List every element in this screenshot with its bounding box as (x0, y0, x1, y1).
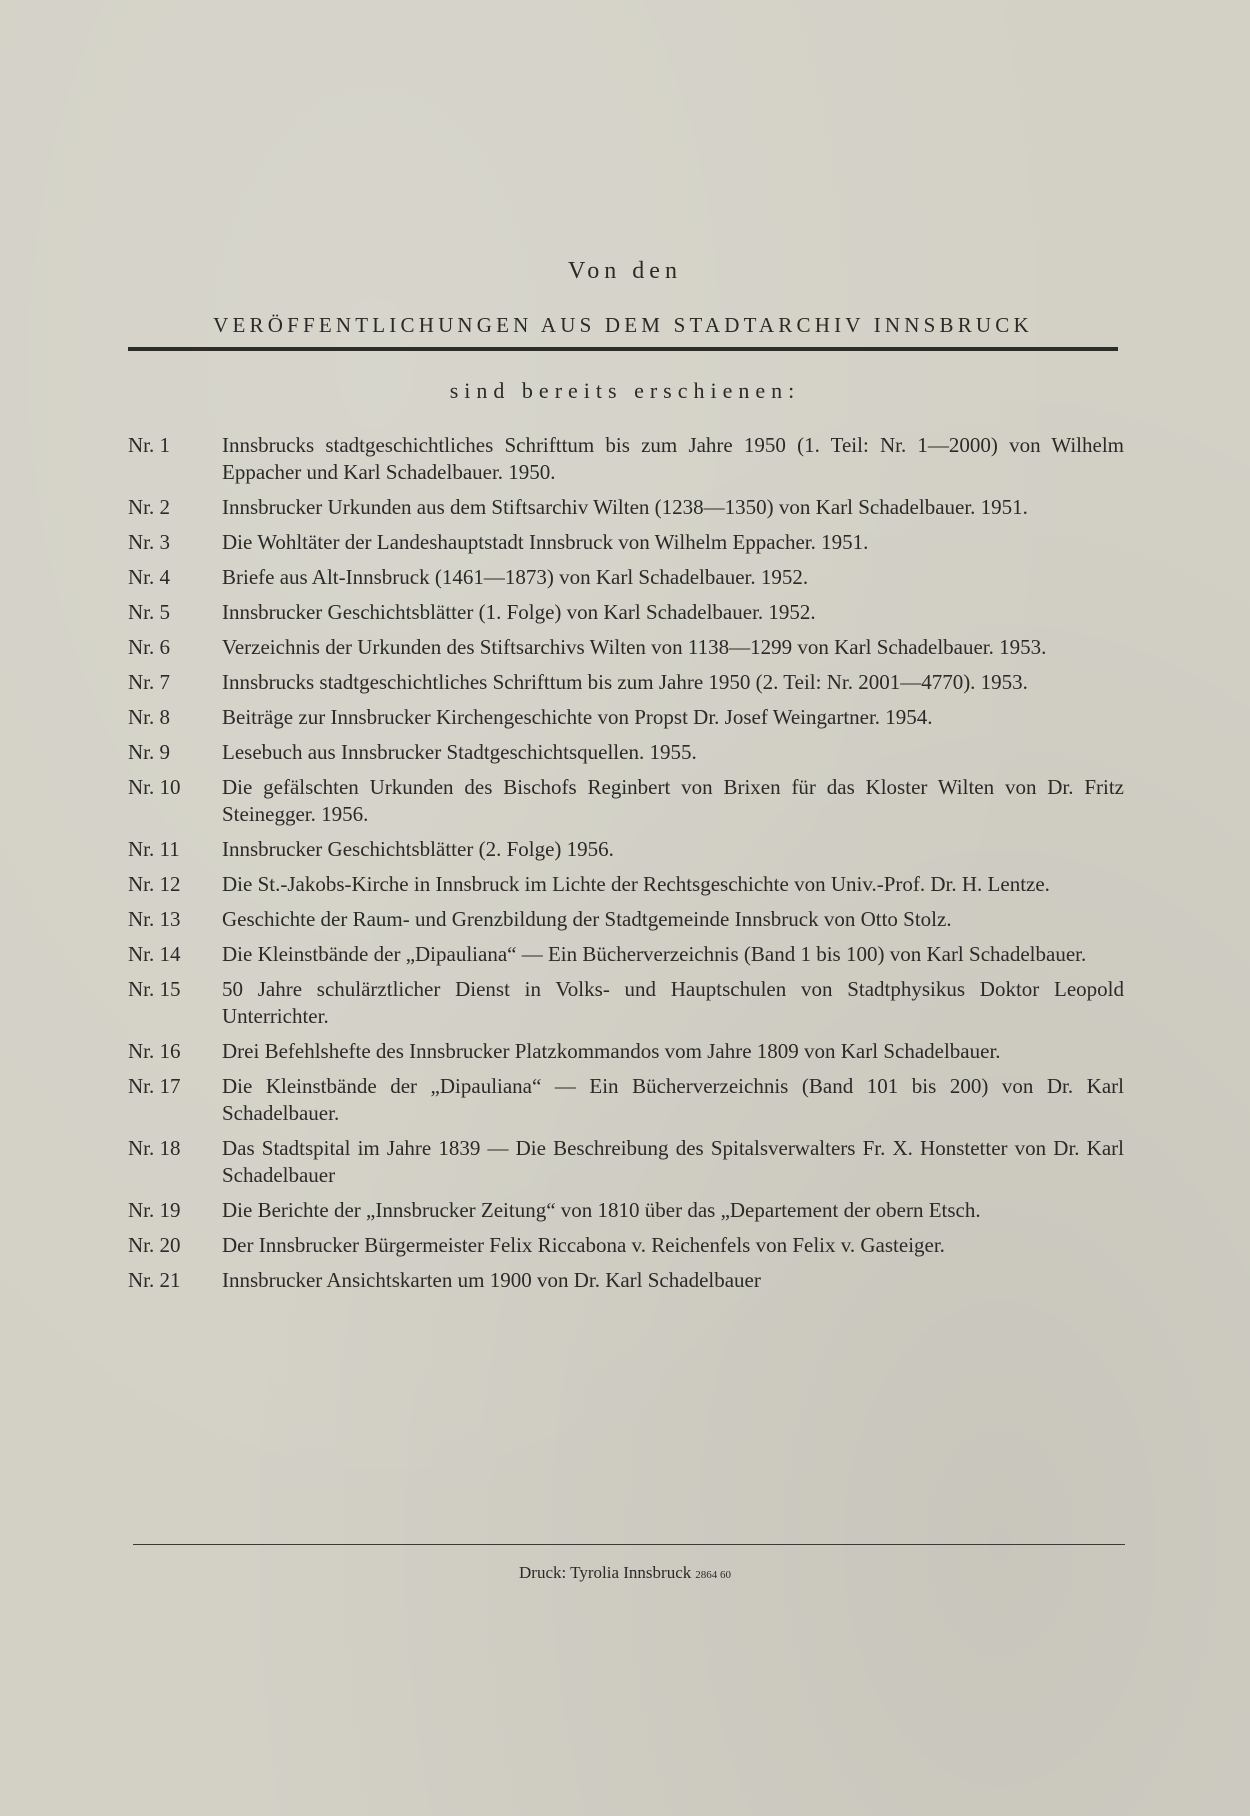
entry-text: Innsbrucks stadtgeschichtliches Schrifttum bis zum Jahre 1950 (2. Teil: Nr. 2001—4770). 1953. (222, 670, 1028, 694)
entry-text: Die Wohltäter der Landeshauptstadt Innsbruck von Wilhelm Eppacher. 1951. (222, 530, 869, 554)
printer-name: Druck: Tyrolia Innsbruck (519, 1563, 692, 1582)
entry-number: Nr. 5 (128, 600, 170, 624)
entry-text: Die Kleinstbände der „Dipauliana“ — Ein Bücherverzeichnis (Band 1 bis 100) von Karl Schadelbauer. (222, 942, 1087, 966)
list-item (128, 599, 1124, 626)
entry-text: Lesebuch aus Innsbrucker Stadtgeschichtsquellen. 1955. (222, 740, 697, 764)
entry-number: Nr. 14 (128, 942, 181, 966)
entry-text: Die Kleinstbände der „Dipauliana“ — Ein Bücherverzeichnis (Band 101 bis 200) von Dr. Karl Schadelbauer. (222, 1074, 1124, 1125)
list-item (128, 1232, 1124, 1259)
publication-list (128, 432, 1124, 1302)
entry-text: Innsbrucks stadtgeschichtliches Schrifttum bis zum Jahre 1950 (1. Teil: Nr. 1—2000) von Wilhelm Eppacher und Karl Schadelbauer. 1950. (222, 433, 1124, 484)
entry-number: Nr. 19 (128, 1198, 181, 1222)
footer-divider (133, 1544, 1125, 1545)
title-divider (128, 347, 1118, 351)
entry-text: 50 Jahre schulärztlicher Dienst in Volks- und Hauptschulen von Stadtphysikus Doktor Leopold Unterrichter. (222, 977, 1124, 1028)
list-item (128, 1038, 1124, 1065)
list-item (128, 432, 1124, 486)
list-item (128, 669, 1124, 696)
intro-heading: Von den (568, 258, 682, 284)
entry-number: Nr. 13 (128, 907, 181, 931)
entry-number: Nr. 20 (128, 1233, 181, 1257)
entry-number: Nr. 8 (128, 705, 170, 729)
entry-text: Die St.-Jakobs-Kirche in Innsbruck im Lichte der Rechtsgeschichte von Univ.-Prof. Dr. H. Lentze. (222, 872, 1050, 896)
entry-number: Nr. 6 (128, 635, 170, 659)
entry-number: Nr. 21 (128, 1268, 181, 1292)
list-item (128, 1197, 1124, 1224)
entry-number: Nr. 10 (128, 775, 181, 799)
list-item (128, 941, 1124, 968)
entry-number: Nr. 1 (128, 433, 170, 457)
list-item (128, 634, 1124, 661)
entry-number: Nr. 12 (128, 872, 181, 896)
entry-number: Nr. 7 (128, 670, 170, 694)
list-item (128, 836, 1124, 863)
entry-number: Nr. 9 (128, 740, 170, 764)
list-item (128, 564, 1124, 591)
entry-number: Nr. 3 (128, 530, 170, 554)
list-item (128, 1135, 1124, 1189)
list-item (128, 739, 1124, 766)
entry-number: Nr. 16 (128, 1039, 181, 1063)
entry-text: Innsbrucker Geschichtsblätter (1. Folge) von Karl Schadelbauer. 1952. (222, 600, 816, 624)
entry-text: Das Stadtspital im Jahre 1839 — Die Beschreibung des Spitalsverwalters Fr. X. Honstetter von Dr. Karl Schadelbauer (222, 1136, 1124, 1187)
entry-number: Nr. 4 (128, 565, 170, 589)
entry-text: Innsbrucker Ansichtskarten um 1900 von Dr. Karl Schadelbauer (222, 1268, 761, 1292)
entry-number: Nr. 17 (128, 1074, 181, 1098)
list-item (128, 976, 1124, 1030)
entry-text: Drei Befehlshefte des Innsbrucker Platzkommandos vom Jahre 1809 von Karl Schadelbauer. (222, 1039, 1001, 1063)
series-title: VERÖFFENTLICHUNGEN AUS DEM STADTARCHIV INNSBRUCK (213, 313, 1033, 337)
list-item (128, 494, 1124, 521)
entry-text: Die gefälschten Urkunden des Bischofs Reginbert von Brixen für das Kloster Wilten von Dr. Fritz Steinegger. 1956. (222, 775, 1124, 826)
list-item (128, 906, 1124, 933)
printer-imprint (0, 1563, 1250, 1583)
entry-text: Geschichte der Raum- und Grenzbildung der Stadtgemeinde Innsbruck von Otto Stolz. (222, 907, 952, 931)
entry-text: Innsbrucker Urkunden aus dem Stiftsarchiv Wilten (1238—1350) von Karl Schadelbauer. 1951. (222, 495, 1028, 519)
entry-text: Verzeichnis der Urkunden des Stiftsarchivs Wilten von 1138—1299 von Karl Schadelbauer. 1953. (222, 635, 1047, 659)
entry-number: Nr. 18 (128, 1136, 181, 1160)
print-code: 2864 60 (695, 1569, 731, 1581)
entry-text: Briefe aus Alt-Innsbruck (1461—1873) von Karl Schadelbauer. 1952. (222, 565, 809, 589)
entry-number: Nr. 2 (128, 495, 170, 519)
list-item (128, 871, 1124, 898)
entry-number: Nr. 15 (128, 977, 181, 1001)
list-item (128, 774, 1124, 828)
list-item (128, 1073, 1124, 1127)
subtitle: sind bereits erschienen: (449, 378, 801, 403)
list-item (128, 704, 1124, 731)
entry-text: Innsbrucker Geschichtsblätter (2. Folge) 1956. (222, 837, 614, 861)
entry-text: Die Berichte der „Innsbrucker Zeitung“ von 1810 über das „Departement der obern Etsch. (222, 1198, 981, 1222)
entry-number: Nr. 11 (128, 837, 180, 861)
list-item (128, 1267, 1124, 1294)
entry-text: Der Innsbrucker Bürgermeister Felix Riccabona v. Reichenfels von Felix v. Gasteiger. (222, 1233, 945, 1257)
entry-text: Beiträge zur Innsbrucker Kirchengeschichte von Propst Dr. Josef Weingartner. 1954. (222, 705, 933, 729)
list-item (128, 529, 1124, 556)
